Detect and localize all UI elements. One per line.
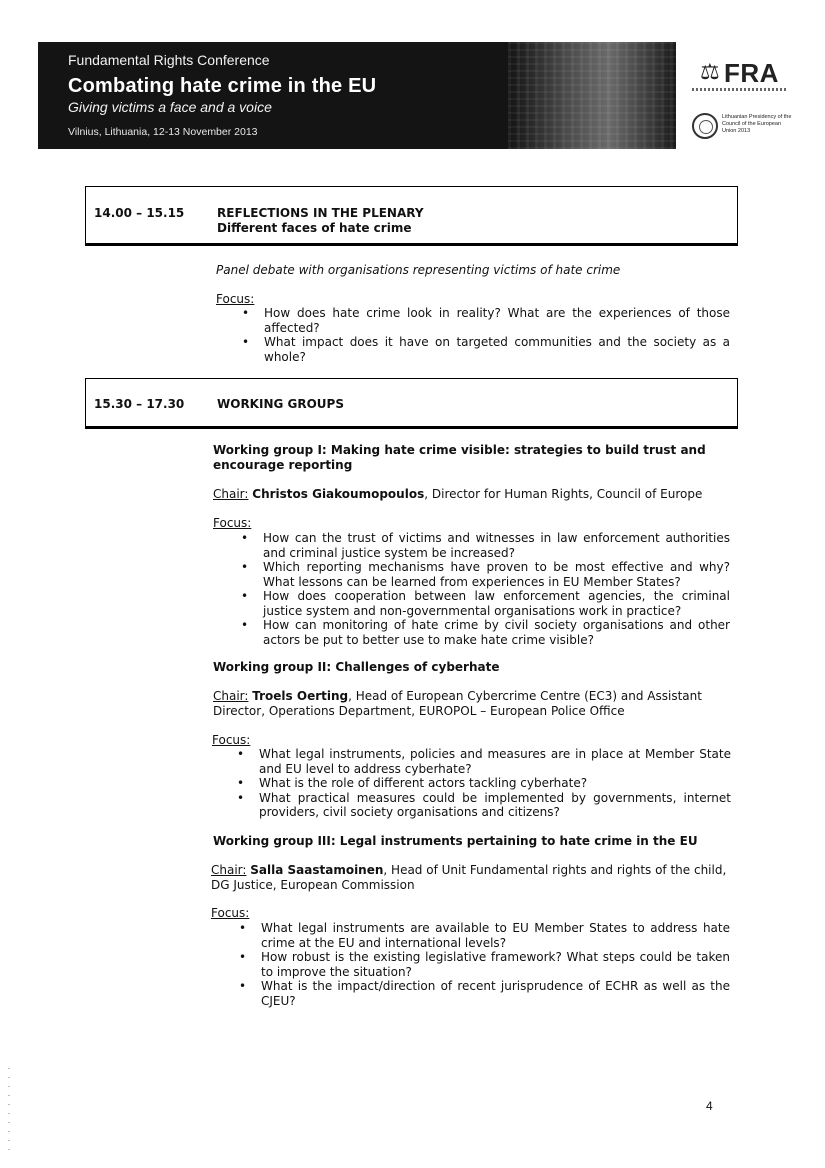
session-box-plenary — [85, 186, 738, 244]
presidency-label: Lithuanian Presidency of the Council of the European Union 2013 — [722, 114, 792, 134]
scan-artifact — [8, 1060, 10, 1150]
list-item: • How does cooperation between law enforcement agencies, the criminal justice system and non-governmental organisations work in practice? — [241, 589, 730, 618]
bullet-icon: • — [239, 979, 247, 993]
bullet-icon: • — [237, 790, 245, 805]
bullet-icon: • — [239, 950, 247, 964]
bullet-icon: • — [237, 747, 245, 761]
focus-list — [241, 531, 730, 647]
focus-list — [242, 306, 730, 364]
list-item: • What practical measures could be implemented by governments, internet providers, civil society organisations and citizens? — [237, 790, 731, 819]
focus-label: Focus: — [211, 906, 250, 920]
conference-subtitle: Giving victims a face and a voice — [68, 99, 272, 115]
session-title — [217, 206, 424, 236]
conference-name: Fundamental Rights Conference — [68, 52, 270, 68]
focus-list — [239, 921, 730, 1008]
session-time: 15.30 – 17.30 — [94, 397, 185, 411]
session-title-main: REFLECTIONS IN THE PLENARY — [217, 206, 424, 220]
session-title: WORKING GROUPS — [217, 397, 344, 411]
bullet-icon: • — [239, 921, 247, 935]
list-item: • How can monitoring of hate crime by civil society organisations and other actors be put to better use to make hate crime visible? — [241, 618, 730, 647]
list-item: • What legal instruments, policies and measures are in place at Member State and EU level to address cyberhate? — [237, 747, 731, 776]
list-item: • What legal instruments are available to EU Member States to address hate crime at the EU and international levels? — [239, 921, 730, 950]
focus-list — [237, 747, 731, 820]
list-item: • Which reporting mechanisms have proven to be most effective and why? What lessons can be learned from experiences in EU Member States? — [241, 560, 730, 589]
working-group-title: Working group II: Challenges of cyberhate — [213, 660, 500, 674]
working-group-chair: Chair: Troels Oerting, Head of European Cybercrime Centre (EC3) and Assistant Director, Operations Department, EUROPOL – European Police Office — [213, 689, 702, 718]
page-number: 4 — [706, 1099, 713, 1113]
list-item: • How can the trust of victims and witnesses in law enforcement authorities and criminal justice system be increased? — [241, 531, 730, 560]
focus-label: Focus: — [216, 292, 255, 306]
working-group-title: Working group I: Making hate crime visible: strategies to build trust and encourage reporting — [213, 443, 706, 472]
list-item: • How does hate crime look in reality? What are the experiences of those affected? — [242, 306, 730, 335]
fra-tagline-graphic — [692, 88, 788, 91]
focus-label: Focus: — [212, 733, 251, 747]
conference-place-date: Vilnius, Lithuania, 12-13 November 2013 — [68, 126, 258, 138]
bullet-icon: • — [241, 560, 249, 574]
bullet-icon: • — [242, 306, 250, 320]
working-group-title: Working group III: Legal instruments pertaining to hate crime in the EU — [213, 834, 698, 848]
list-item: • What is the role of different actors tackling cyberhate? — [237, 776, 588, 790]
banner-photo — [508, 42, 676, 149]
presidency-emblem-icon — [692, 113, 718, 139]
session-time: 14.00 – 15.15 — [94, 206, 185, 220]
fra-emblem-icon: ⚖ — [700, 60, 720, 85]
focus-label: Focus: — [213, 516, 252, 530]
bullet-icon: • — [242, 335, 250, 349]
list-item: • What impact does it have on targeted communities and the society as a whole? — [242, 335, 730, 364]
bullet-icon: • — [241, 618, 249, 632]
fra-logo-text: FRA — [724, 58, 779, 88]
bullet-icon: • — [241, 531, 249, 545]
working-group-chair: Chair: Salla Saastamoinen, Head of Unit Fundamental rights and rights of the child, DG Justice, European Commission — [211, 863, 727, 892]
session-box-working-groups — [85, 378, 738, 427]
session-title-sub: Different faces of hate crime — [217, 221, 412, 235]
conference-banner — [38, 42, 676, 149]
bullet-icon: • — [237, 776, 245, 790]
list-item: • What is the impact/direction of recent jurisprudence of ECHR as well as the CJEU? — [239, 979, 730, 1008]
working-group-chair: Chair: Christos Giakoumopoulos, Director for Human Rights, Council of Europe — [213, 487, 703, 501]
session-description: Panel debate with organisations representing victims of hate crime — [216, 263, 621, 277]
fra-logo — [700, 58, 790, 88]
bullet-icon: • — [241, 589, 249, 603]
list-item: • How robust is the existing legislative framework? What steps could be taken to improve the situation? — [239, 950, 730, 979]
conference-title: Combating hate crime in the EU — [68, 75, 377, 97]
